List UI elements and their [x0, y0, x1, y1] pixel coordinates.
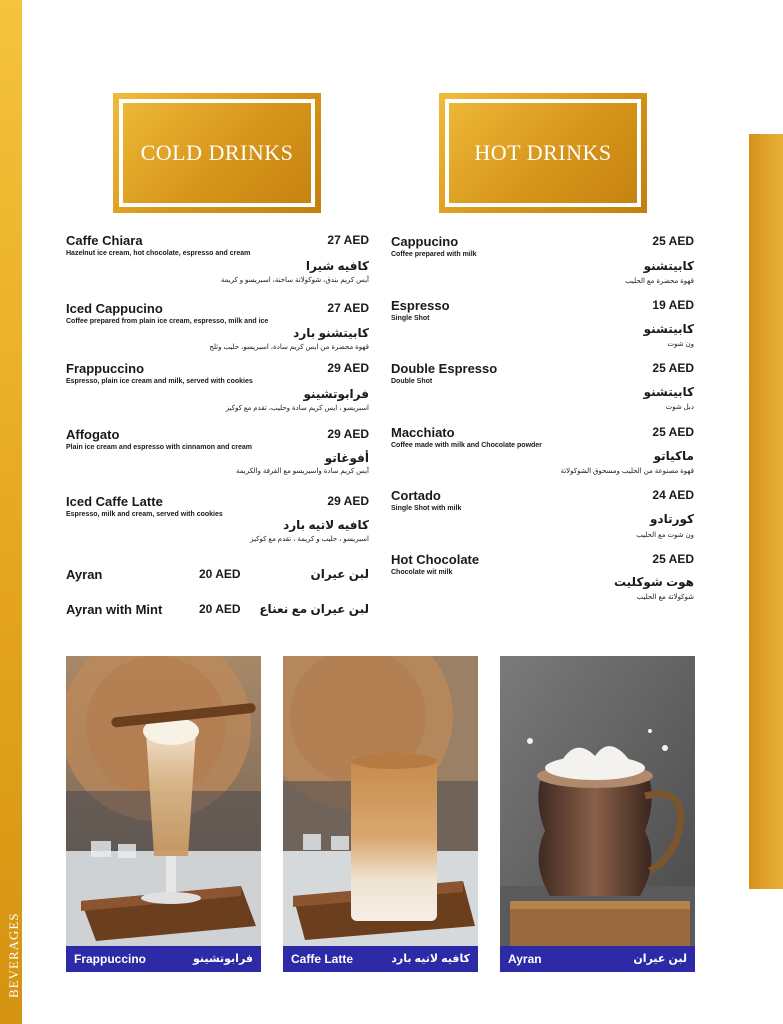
- item-price: 25 AED: [652, 425, 694, 439]
- caption-arabic: لبن عيران: [633, 953, 687, 965]
- item-price: 27 AED: [327, 233, 369, 247]
- item-name-arabic: كافيه شيرا: [305, 259, 369, 273]
- caption-english: Frappuccino: [74, 952, 147, 966]
- item-description: Plain ice cream and espresso with cinnamon and cream: [66, 444, 252, 451]
- menu-item: [66, 427, 369, 482]
- item-name-arabic: كابيتشنو: [643, 385, 694, 399]
- item-description: Chocolate wit milk: [391, 569, 453, 576]
- item-name: Cappucino: [391, 234, 459, 249]
- item-name-arabic: كابيتشنو: [643, 322, 694, 336]
- item-description-arabic: دبل شوت: [665, 404, 694, 411]
- item-description-arabic: آيس كريم بندق، شوكولاتة ساخنة، اسبريسو و كريمة: [220, 277, 369, 284]
- item-name-arabic: فرابوتشينو: [303, 387, 369, 401]
- simple-menu-item: [66, 602, 369, 622]
- item-name: Macchiato: [391, 425, 455, 440]
- caption-english: Ayran: [508, 952, 542, 966]
- item-description-arabic: ون شوت مع الحليب: [636, 532, 694, 539]
- caption-arabic: كافيه لاتيه بارد: [391, 953, 470, 965]
- menu-item: [391, 552, 694, 607]
- hot-drinks-title: HOT DRINKS: [474, 140, 612, 165]
- item-price: 20 AED: [199, 602, 241, 616]
- menu-item: [391, 298, 694, 353]
- item-name-arabic: أفوغاتو: [324, 451, 369, 465]
- item-name-arabic: لبن عيران مع نعناع: [259, 602, 369, 616]
- item-price: 20 AED: [199, 567, 241, 581]
- item-name: Iced Caffe Latte: [66, 494, 163, 509]
- item-description-arabic: اسبريسو ، حليب و كريمة ، تقدم مع كوكيز: [250, 536, 369, 543]
- item-name: Frappuccino: [66, 361, 145, 376]
- item-price: 25 AED: [652, 552, 694, 566]
- item-description: Double Shot: [391, 378, 433, 385]
- item-price: 29 AED: [327, 494, 369, 508]
- item-price: 25 AED: [652, 361, 694, 375]
- item-description: Single Shot: [391, 315, 430, 322]
- caption-arabic: فرابوتشينو: [192, 953, 253, 965]
- item-name-arabic: كورتادو: [649, 512, 694, 526]
- menu-item: [391, 488, 694, 543]
- simple-menu-item: [66, 567, 369, 587]
- item-name: Iced Cappucino: [66, 301, 163, 316]
- item-description: Espresso, plain ice cream and milk, served with cookies: [66, 378, 253, 385]
- item-description: Espresso, milk and cream, served with cookies: [66, 511, 223, 518]
- item-name-arabic: كابيتشنو: [643, 259, 694, 273]
- item-name: Espresso: [391, 298, 450, 313]
- menu-item: [66, 361, 369, 416]
- item-name: Ayran: [66, 567, 103, 582]
- frappuccino-photo: [66, 656, 261, 946]
- item-name-arabic: لبن عيران: [310, 567, 369, 581]
- item-description-arabic: شوكولاتة مع الحليب: [636, 594, 694, 601]
- menu-item: [391, 425, 694, 480]
- left-accent-bar: [0, 0, 22, 1024]
- item-name: Cortado: [391, 488, 441, 503]
- item-price: 29 AED: [327, 361, 369, 375]
- item-name: Double Espresso: [391, 361, 498, 376]
- caption-english: Caffe Latte: [291, 952, 354, 966]
- photo-caption: [66, 946, 261, 972]
- item-description-arabic: ون شوت: [667, 341, 694, 348]
- item-price: 19 AED: [652, 298, 694, 312]
- cold-drinks-title: COLD DRINKS: [140, 140, 294, 165]
- item-name-arabic: ماكياتو: [653, 449, 694, 463]
- ayran-photo: [500, 656, 695, 946]
- item-price: 27 AED: [327, 301, 369, 315]
- item-description: Coffee prepared with milk: [391, 251, 477, 258]
- item-price: 29 AED: [327, 427, 369, 441]
- menu-item: [66, 301, 369, 356]
- menu-item: [391, 361, 694, 416]
- photo-caption: [500, 946, 695, 972]
- item-description-arabic: قهوة محضرة مع الحليب: [625, 278, 694, 285]
- item-name: Hot Chocolate: [391, 552, 480, 567]
- item-name-arabic: كابيتشنو بارد: [293, 326, 369, 340]
- item-description-arabic: آيس كريم سادة واسبريسو مع القرفة والكريمة: [235, 468, 369, 475]
- item-name: Ayran with Mint: [66, 602, 163, 617]
- item-name-arabic: هوت شوكليت: [613, 575, 694, 589]
- item-price: 24 AED: [652, 488, 694, 502]
- photo-caption: [283, 946, 478, 972]
- item-description: Coffee prepared from plain ice cream, espresso, milk and ice: [66, 318, 269, 325]
- menu-item: [66, 233, 369, 288]
- menu-item: [66, 494, 369, 549]
- item-description: Hazelnut ice cream, hot chocolate, espresso and cream: [66, 250, 251, 257]
- cold-drinks-header: [113, 93, 321, 213]
- caffe-latte-photo: [283, 656, 478, 946]
- item-price: 25 AED: [652, 234, 694, 248]
- item-description-arabic: قهوة مصنوعة من الحليب ومسحوق الشوكولاتة: [560, 468, 694, 475]
- item-description-arabic: قهوة محضرة من ايس كريم سادة، اسبريسو، حليب وثلج: [209, 344, 369, 351]
- menu-item: [391, 234, 694, 289]
- side-section-label: BEVERAGES: [6, 912, 21, 998]
- item-name-arabic: كافيه لاتيه بارد: [283, 518, 369, 532]
- item-description-arabic: اسبريسو ، ايس كريم سادة وحليب، تقدم مع كوكيز: [225, 405, 369, 412]
- hot-drinks-header: [439, 93, 647, 213]
- item-name: Caffe Chiara: [66, 233, 143, 248]
- item-name: Affogato: [66, 427, 120, 442]
- right-accent-bar: [749, 134, 783, 889]
- item-description: Coffee made with milk and Chocolate powder: [391, 442, 542, 449]
- item-description: Single Shot with milk: [391, 505, 462, 512]
